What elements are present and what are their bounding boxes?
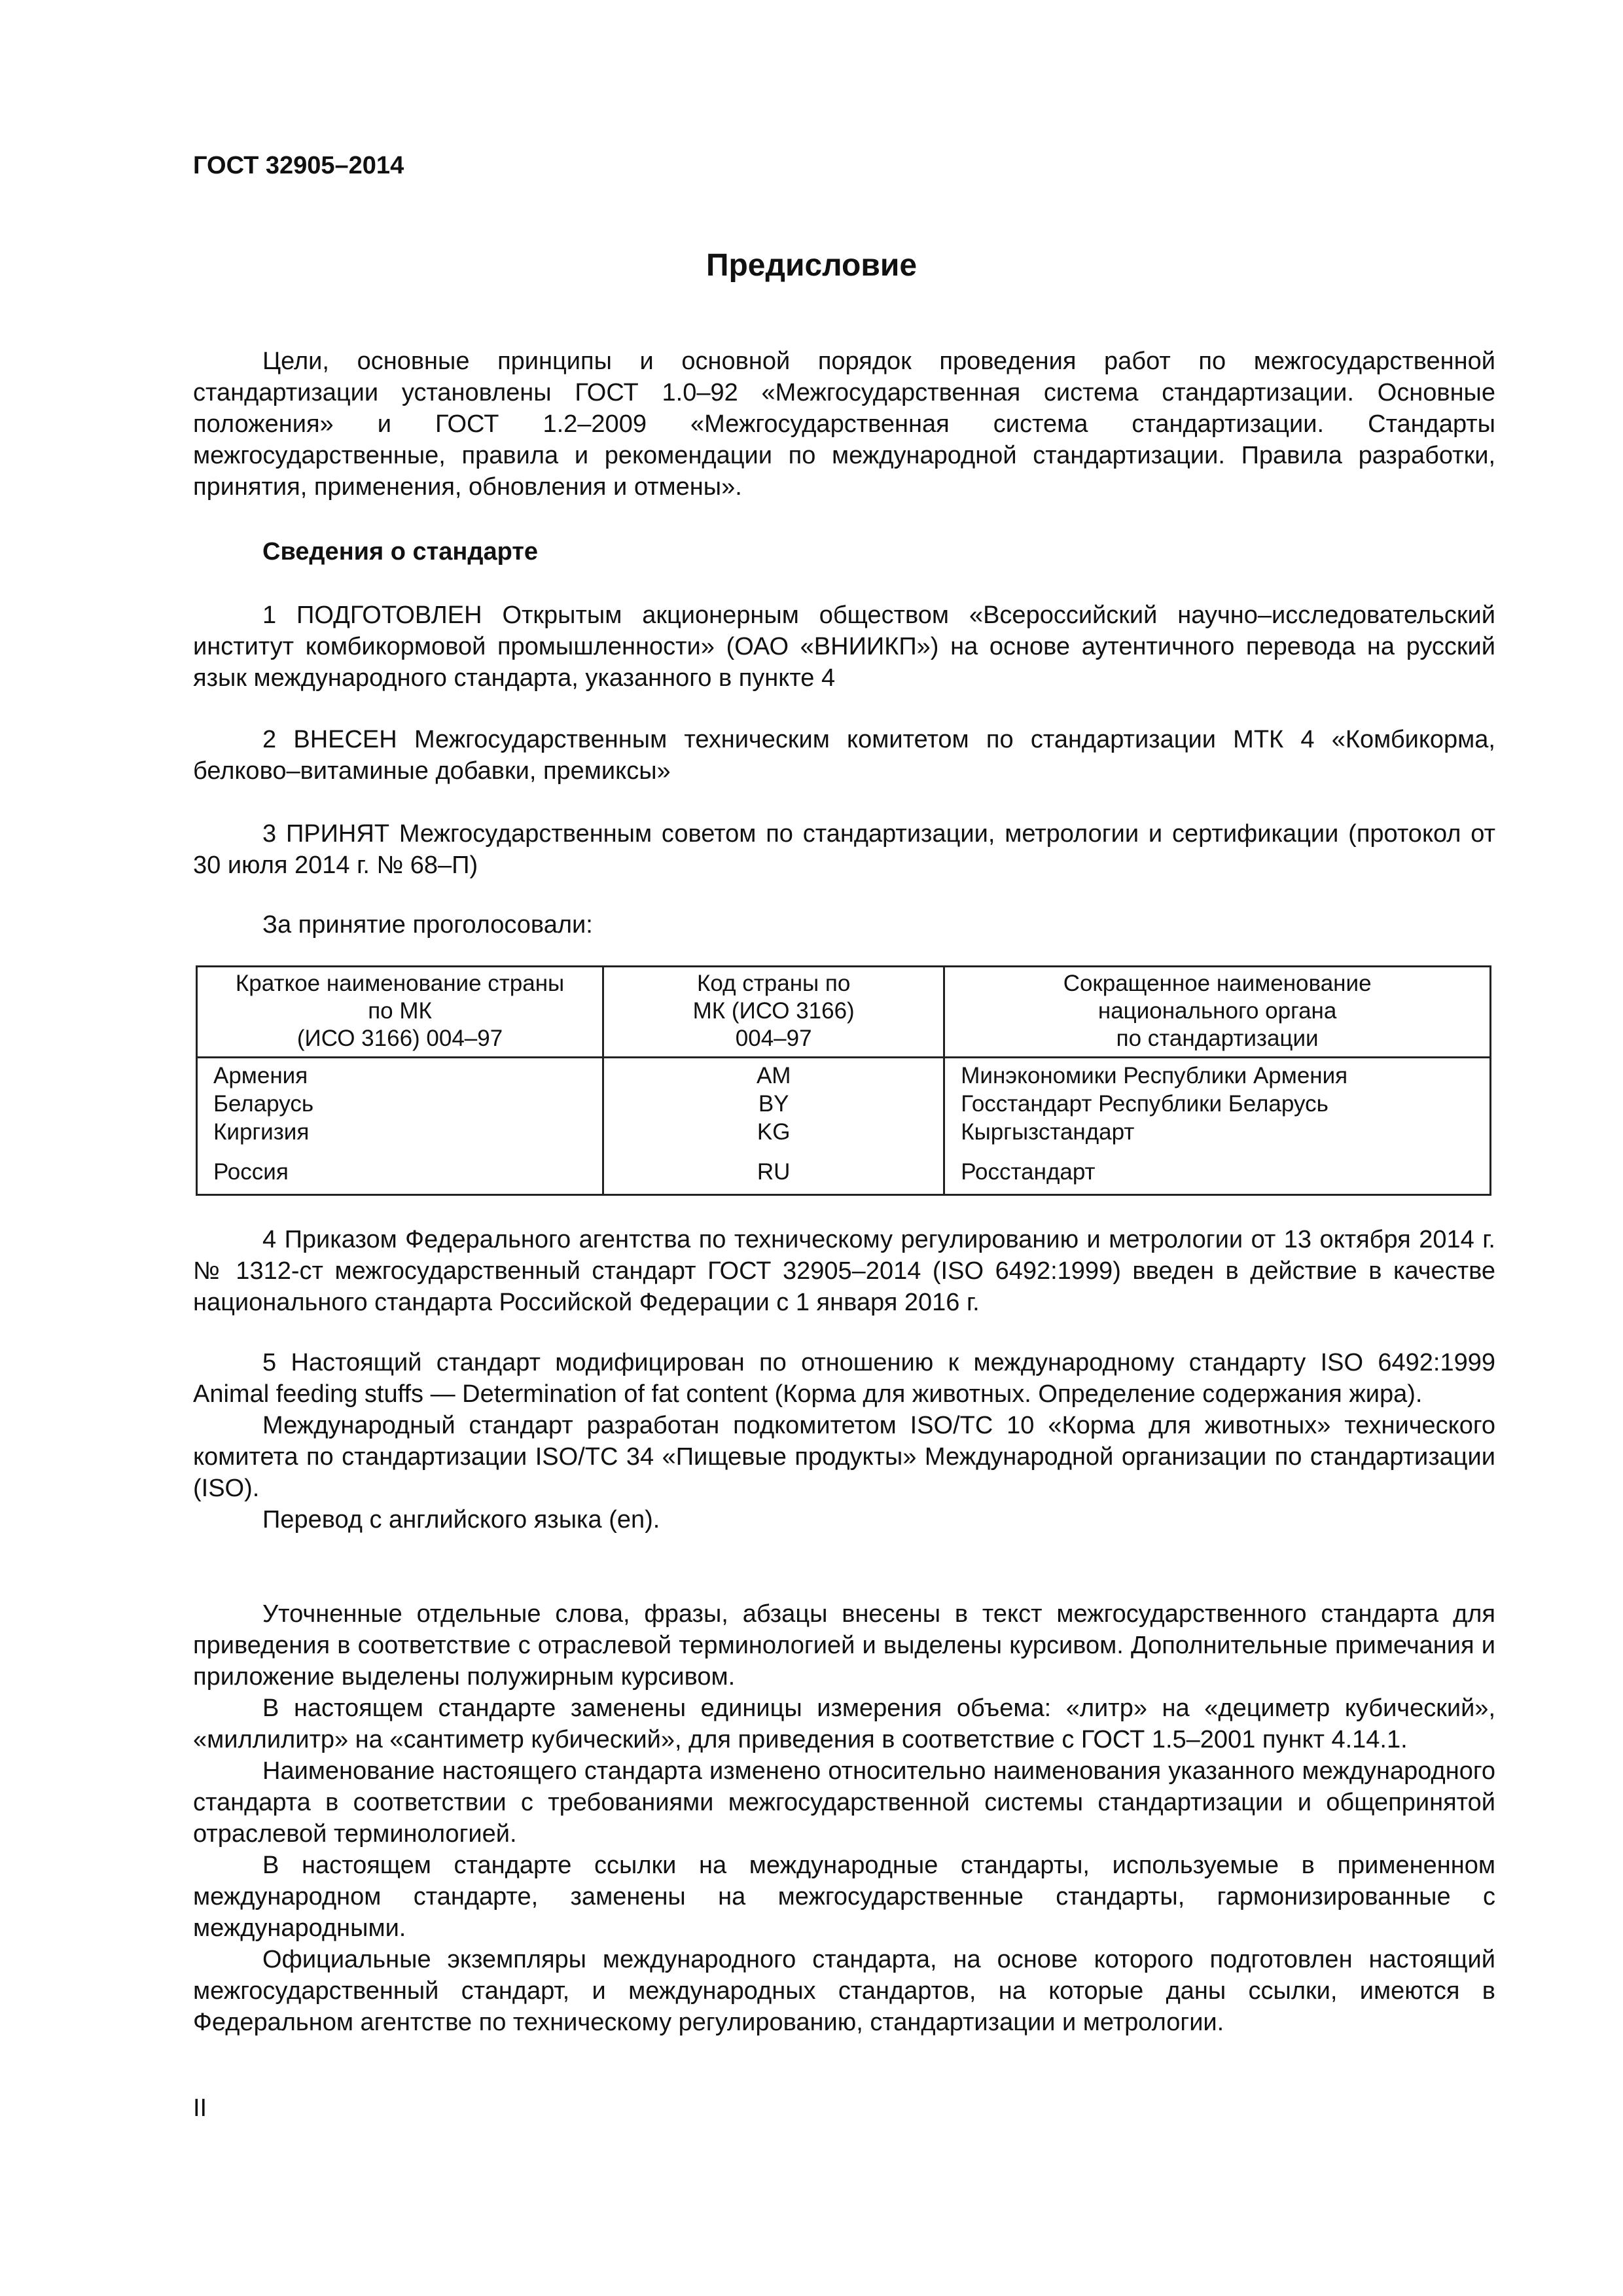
header-country-code bbox=[603, 967, 944, 1058]
cell-body: Росстандарт bbox=[944, 1147, 1491, 1195]
item-1 bbox=[193, 600, 1495, 694]
cell-country: Беларусь bbox=[197, 1090, 603, 1119]
item-3-text: 3 ПРИНЯТ Межгосударственным советом по стандартизации, метрологии и сертификации (протокол от 30 июля 2014 г. № 68–П) bbox=[193, 820, 1495, 879]
note-terminology: Уточненные отдельные слова, фразы, абзацы внесены в текст межгосударственного стандарта для приведения в соответствие с отраслевой терминологией и выделены курсивом. Дополнительные примечания и приложение выделены полужирным курсивом. bbox=[193, 1600, 1495, 1691]
item-1-text: 1 ПОДГОТОВЛЕН Открытым акционерным обществом «Всероссийский научно–исследовательский институт комбикормовой промышленности» (ОАО «ВНИИКП») на основе аутентичного перевода на русский язык международного стандарта, указанного в пункте 4 bbox=[193, 601, 1495, 692]
cell-country: Россия bbox=[197, 1147, 603, 1195]
item-2 bbox=[193, 724, 1495, 787]
header-line: по МК bbox=[368, 998, 432, 1024]
header-line: Код страны по bbox=[697, 971, 851, 996]
note-title: Наименование настоящего стандарта изменено относительно наименования указанного международного стандарта в соответствии с требованиями межгосударственной системы стандартизации и общепринятой отраслевой терминологией. bbox=[193, 1757, 1495, 1848]
page-title: Предисловие bbox=[705, 248, 918, 283]
table-header-row bbox=[197, 967, 1491, 1058]
header-line: по стандартизации bbox=[1116, 1026, 1319, 1051]
table-row bbox=[197, 1090, 1491, 1119]
cell-country: Армения bbox=[197, 1058, 603, 1091]
item-5-source: Международный стандарт разработан подкомитетом ISO/TC 10 «Корма для животных» технического комитета по стандартизации ISO/TC 34 «Пищевые продукты» Международной организации по стандартизации (ISO). bbox=[193, 1412, 1495, 1502]
table-row bbox=[197, 1119, 1491, 1147]
intro-text: Цели, основные принципы и основной порядок проведения работ по межгосударственной стандартизации установлены ГОСТ 1.0–92 «Межгосударственная система стандартизации. Основные положения» и ГОСТ 1.2–2009 «Межгосударственная система стандартизации. Стандарты межгосударственные, правила и рекомендации по международной стандартизации. Правила разработки, принятия, применения, обновления и отмены». bbox=[193, 348, 1495, 501]
header-line: 004–97 bbox=[735, 1026, 812, 1051]
header-line: национального органа bbox=[1097, 998, 1337, 1024]
cell-body: Минэкономики Республики Армения bbox=[944, 1058, 1491, 1091]
table-row bbox=[197, 1058, 1491, 1091]
cell-code: RU bbox=[603, 1147, 944, 1195]
header-line: Краткое наименование страны bbox=[235, 971, 565, 996]
header-line: МК (ИСО 3166) bbox=[692, 998, 855, 1024]
item-5-text: 5 Настоящий стандарт модифицирован по отношению к международному стандарту ISO 6492:1999 Animal feeding stuffs — Determination of fat content (Корма для животных. Определение содержания жира). bbox=[193, 1349, 1495, 1408]
intro-paragraph bbox=[193, 346, 1495, 503]
table-row bbox=[197, 1147, 1491, 1195]
item-4-text: 4 Приказом Федерального агентства по техническому регулированию и метрологии от 13 октября 2014 г. № 1312-ст межгосударственный стандарт ГОСТ 32905–2014 (ISO 6492:1999) введен в действие в качестве национального стандарта Российской Федерации с 1 января 2016 г. bbox=[193, 1226, 1495, 1316]
item-2-text: 2 ВНЕСЕН Межгосударственным техническим комитетом по стандартизации МТК 4 «Комбикорма, белково–витаминые добавки, премиксы» bbox=[193, 726, 1495, 785]
cell-body: Кыргызстандарт bbox=[944, 1119, 1491, 1147]
note-references: В настоящем стандарте ссылки на международные стандарты, используемые в примененном международном стандарте, заменены на межгосударственные стандарты, гармонизированные с международными. bbox=[193, 1852, 1495, 1942]
item-4 bbox=[193, 1224, 1495, 1318]
note-units: В настоящем стандарте заменены единицы измерения объема: «литр» на «дециметр кубический», «миллилитр» на «сантиметр кубический», для приведения в соответствие с ГОСТ 1.5–2001 пункт 4.14.1. bbox=[193, 1695, 1495, 1753]
cell-code: KG bbox=[603, 1119, 944, 1147]
header-national-body bbox=[944, 967, 1491, 1058]
cell-code: BY bbox=[603, 1090, 944, 1119]
item-5 bbox=[193, 1347, 1495, 1535]
notes-block bbox=[193, 1598, 1495, 2038]
item-3 bbox=[193, 818, 1495, 881]
header-line: (ИСО 3166) 004–97 bbox=[296, 1026, 503, 1051]
voting-countries-table bbox=[196, 965, 1491, 1196]
cell-country: Киргизия bbox=[197, 1119, 603, 1147]
cell-code: AM bbox=[603, 1058, 944, 1091]
header-line: Сокращенное наименование bbox=[1063, 971, 1372, 996]
vote-label: За принятие проголосовали: bbox=[262, 911, 593, 939]
cell-body: Госстандарт Республики Беларусь bbox=[944, 1090, 1491, 1119]
note-official-copies: Официальные экземпляры международного стандарта, на основе которого подготовлен настоящий межгосударственный стандарт, и международных стандартов, на которые даны ссылки, имеются в Федеральном агентстве по техническому регулированию, стандартизации и метрологии. bbox=[193, 1946, 1495, 2036]
section-subheading: Сведения о стандарте bbox=[262, 538, 539, 565]
item-5-translation: Перевод с английского языка (en). bbox=[262, 1506, 660, 1534]
document-code: ГОСТ 32905–2014 bbox=[193, 152, 404, 179]
header-country-name bbox=[197, 967, 603, 1058]
page-number: II bbox=[193, 2094, 207, 2122]
